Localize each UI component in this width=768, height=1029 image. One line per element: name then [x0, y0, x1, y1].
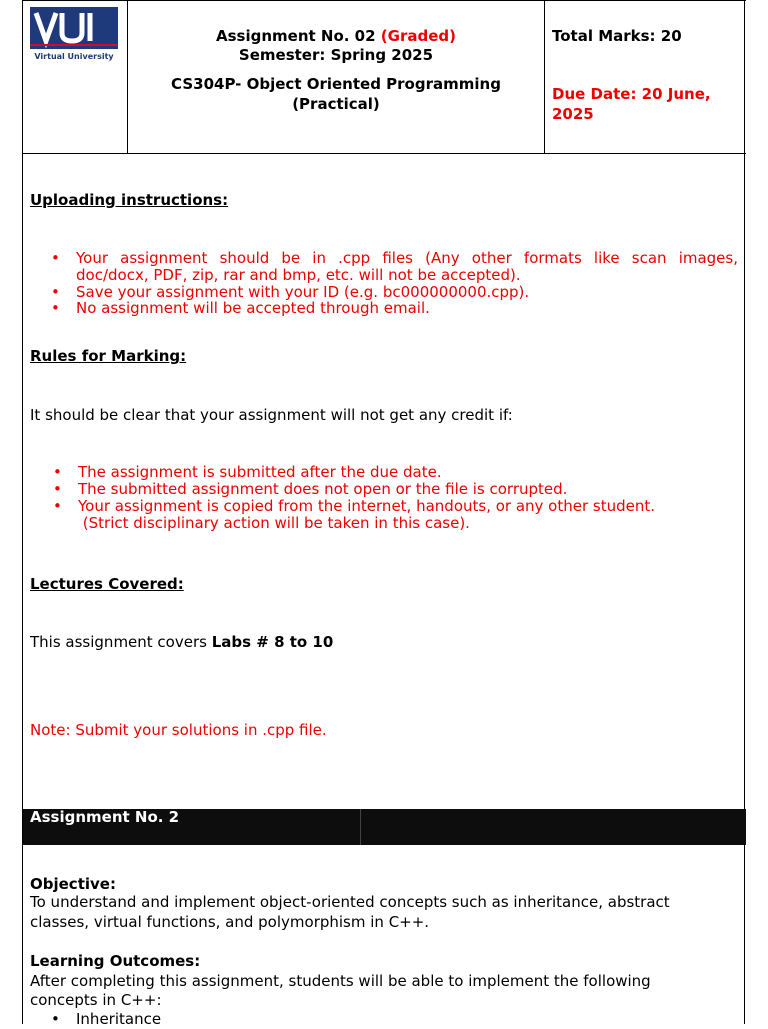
assignment-bar	[23, 809, 746, 845]
lectures-text-prefix: This assignment covers	[30, 633, 212, 651]
marks-cell	[545, 1, 744, 153]
logo-tagline: Virtual University	[34, 52, 114, 61]
upload-item-1-line1: Your assignment should be in .cpp files (Any other formats like scan images,	[76, 249, 738, 267]
objective-line1: To understand and implement object-oriented concepts such as inheritance, abstract	[30, 893, 670, 911]
bullet-dot: •	[51, 283, 60, 301]
title-cell	[128, 1, 545, 153]
bullet-dot: •	[53, 497, 62, 515]
bullet-dot: •	[53, 463, 62, 481]
total-marks: Total Marks: 20	[552, 27, 682, 45]
upload-item-3: No assignment will be accepted through email.	[76, 299, 430, 317]
rules-heading: Rules for Marking:	[30, 347, 187, 365]
bullet-dot: •	[51, 299, 60, 317]
bullet-dot: •	[51, 249, 60, 267]
rule-item-3-line2: (Strict disciplinary action will be taken in this case).	[78, 514, 470, 532]
bullet-dot: •	[51, 1010, 60, 1028]
learning-item-1: Inheritance	[76, 1010, 162, 1028]
objective-line2: classes, virtual functions, and polymorphism in C++.	[30, 913, 430, 931]
bullet-dot: •	[53, 480, 62, 498]
vu-logo-mark	[30, 7, 118, 49]
graded-label: (Graded)	[380, 27, 456, 45]
course-title-line2: (Practical)	[292, 95, 380, 113]
rules-intro: It should be clear that your assignment will not get any credit if:	[30, 406, 513, 424]
vu-logo-letters	[30, 7, 118, 49]
course-title-line1: CS304P- Object Oriented Programming	[171, 75, 501, 93]
upload-item-2: Save your assignment with your ID (e.g. bc000000000.cpp).	[76, 283, 530, 301]
objective-heading: Objective:	[30, 875, 116, 893]
rule-item-1: The assignment is submitted after the due date.	[78, 463, 442, 481]
learning-heading: Learning Outcomes:	[30, 952, 201, 970]
document-page	[22, 0, 745, 1028]
rule-item-2: The submitted assignment does not open or the file is corrupted.	[78, 480, 568, 498]
assignment-bar-title: Assignment No. 2	[30, 808, 180, 826]
lectures-labs: Labs # 8 to 10	[211, 633, 334, 651]
lectures-text	[30, 632, 333, 652]
logo-cell	[23, 1, 128, 153]
assignment-bar-divider	[360, 809, 361, 845]
header-table	[23, 0, 746, 154]
upload-item-1-line2: doc/docx, PDF, zip, rar and bmp, etc. will not be accepted).	[76, 266, 521, 284]
due-date-line1: Due Date: 20 June,	[552, 85, 711, 103]
learning-line1: After completing this assignment, students will be able to implement the following	[30, 972, 651, 990]
due-date-line2: 2025	[552, 105, 594, 123]
assignment-label: Assignment No. 02	[216, 27, 376, 45]
assignment-title	[128, 26, 544, 46]
lectures-heading: Lectures Covered:	[30, 575, 184, 593]
semester: Semester: Spring 2025	[238, 46, 434, 64]
vu-logo	[30, 7, 118, 61]
uploading-heading: Uploading instructions:	[30, 191, 229, 209]
rule-item-3-line1: Your assignment is copied from the internet, handouts, or any other student.	[78, 497, 656, 515]
submission-note: Note: Submit your solutions in .cpp file.	[30, 721, 327, 739]
learning-line2: concepts in C++:	[30, 991, 162, 1009]
